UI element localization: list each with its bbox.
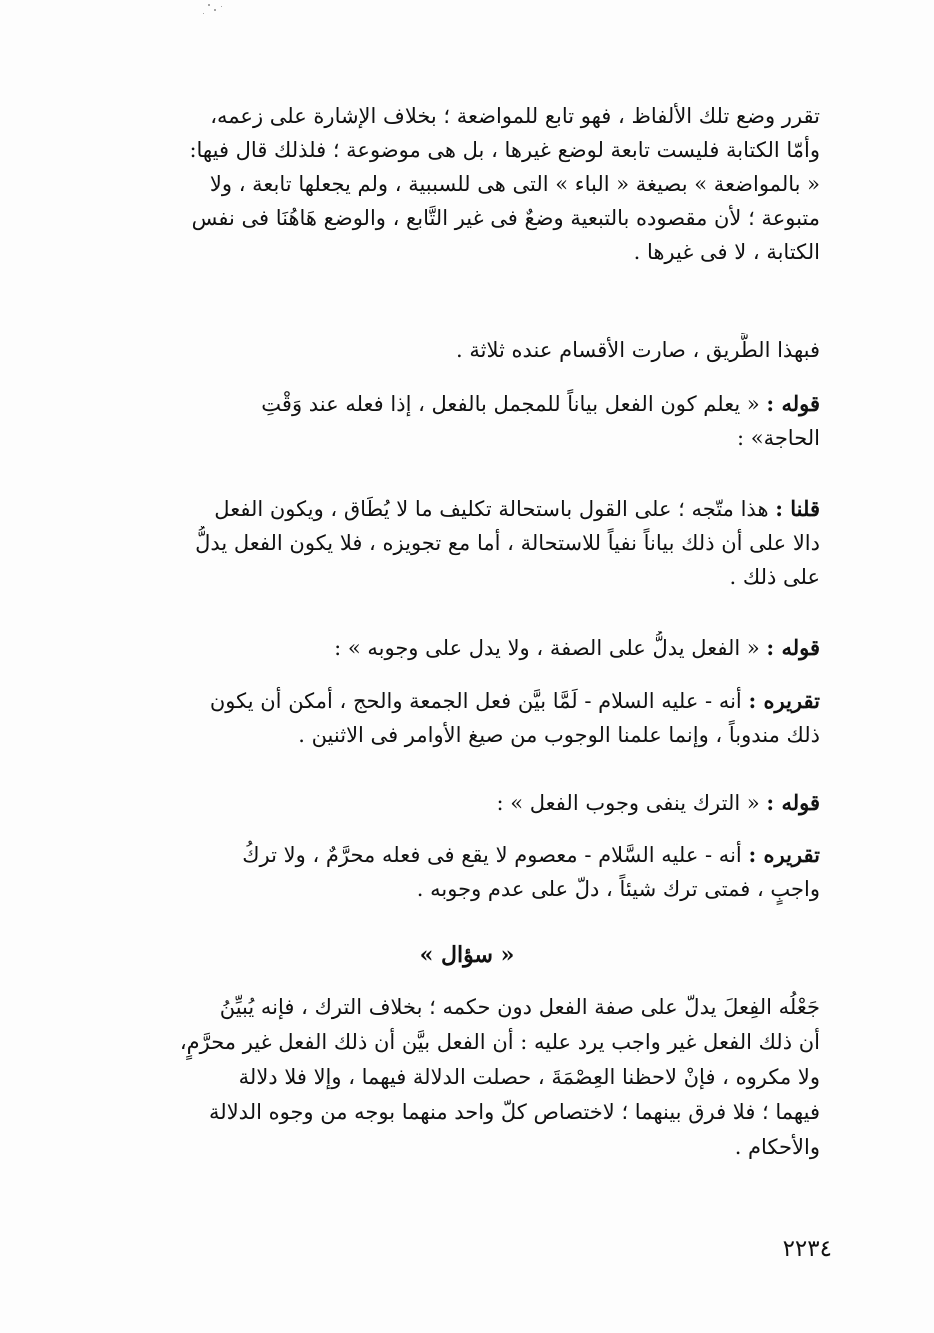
paragraph-line: « بالمواضعة » بصيغة « الباء » التى هى للسببية ، ولم يجعلها تابعة ، ولا — [209, 172, 820, 196]
page-number: ٢٢٣٤ — [782, 1236, 832, 1262]
paragraph-6 — [108, 684, 820, 752]
paragraph-text: « يعلم كون الفعل بياناً للمجمل بالفعل ، إذا فعله عند وَقْتِ — [261, 392, 767, 416]
paragraph-line — [108, 684, 820, 718]
paragraph-line: تقرر وضع تلك الألفاظ ، فهو تابع للمواضعة ؛ بخلاف الإشارة على زعمه، — [210, 104, 820, 128]
paragraph-3 — [108, 387, 820, 455]
paragraph-text: أنه - عليه السَّلام - معصوم لا يقع فى فعله محرَّمٌ ، ولا تركُ — [242, 843, 749, 867]
paragraph-line: وأمّا الكتابة فليست تابعة لوضع غيرها ، بل هى موضوعة ؛ فلذلك قال فيها: — [189, 138, 820, 162]
paragraph-line: فيهما ؛ فلا فرق بينهما ؛ لاختصاص كلّ واحد منهما بوجه من وجوه الدلالة — [209, 1100, 820, 1124]
paragraph-line: على ذلك . — [729, 565, 820, 589]
paragraph-line: دالا على أن ذلك بياناً نفياً للاستحالة ، أما مع تجويزه ، فلا يكون الفعل يدلُّ — [195, 531, 820, 555]
paragraph-line — [108, 786, 820, 820]
paragraph-line: واجبٍ ، فمتى ترك شيئاً ، دلّ على عدم وجوبه . — [416, 877, 820, 901]
paragraph-lead: قوله : — [766, 790, 820, 815]
paragraph-line — [108, 387, 820, 421]
paragraph-1 — [108, 99, 820, 269]
scan-speck — [214, 9, 216, 11]
paragraph-line: الكتابة ، لا فى غيرها . — [633, 240, 820, 264]
paragraph-line: متبوعة ؛ لأن مقصوده بالتبعية وضعٌ فى غير التَّابع ، والوضع هَاهُنَا فى نفس — [191, 206, 820, 230]
paragraph-line: والأحكام . — [734, 1135, 820, 1159]
paragraph-lead: قوله : — [766, 635, 820, 660]
paragraph-text: أنه - عليه السلام - لَمَّا بيَّن فعل الجمعة والحج ، أمكن أن يكون — [209, 689, 749, 713]
paragraph-line: ذلك مندوباً ، وإنما علمنا الوجوب من صيغ الأوامر فى الاثنين . — [298, 723, 820, 747]
paragraph-lead: تقريره : — [748, 842, 820, 867]
paragraph-text: هذا متّجه ؛ على القول باستحالة تكليف ما لا يُطَاق ، ويكون الفعل — [214, 497, 776, 521]
paragraph-4 — [108, 492, 820, 594]
section-heading: « سؤال » — [419, 942, 515, 968]
scan-speck — [208, 4, 210, 6]
paragraph-line — [108, 838, 820, 872]
paragraph-lead: تقريره : — [748, 688, 820, 713]
paragraph-line: ولا مكروه ، فإنْ لاحظنا العِصْمَةَ ، حصلت الدلالة فيهما ، وإلا فلا دلالة — [238, 1065, 820, 1089]
paragraph-line: الحاجة» : — [736, 426, 820, 450]
scan-speck — [221, 6, 222, 7]
scan-speck — [203, 13, 204, 14]
paragraph-2 — [108, 333, 820, 367]
paragraph-8 — [108, 838, 820, 906]
paragraph-line: جَعْلُه الفِعلَ يدلّ على صفة الفعل دون حكمه ؛ بخلاف الترك ، فإنه يُبيِّنُ — [219, 995, 820, 1019]
paragraph-9 — [108, 990, 820, 1165]
paragraph-7 — [108, 786, 820, 820]
paragraph-text: « الترك ينفى وجوب الفعل » : — [496, 791, 767, 815]
paragraph-text: « الفعل يدلُّ على الصفة ، ولا يدل على وجوبه » : — [334, 636, 767, 660]
paragraph-lead: قوله : — [766, 391, 820, 416]
paragraph-line — [108, 492, 820, 526]
paragraph-line — [108, 631, 820, 665]
paragraph-5 — [108, 631, 820, 665]
paragraph-line: فبهذا الطَّريق ، صارت الأقسام عنده ثلاثة . — [456, 338, 820, 362]
paragraph-line: أن ذلك الفعل غير واجب يرد عليه : أن الفعل بيَّن أن ذلك الفعل غير محرَّمٍ، — [179, 1030, 820, 1054]
paragraph-lead: قلنا : — [775, 496, 820, 521]
